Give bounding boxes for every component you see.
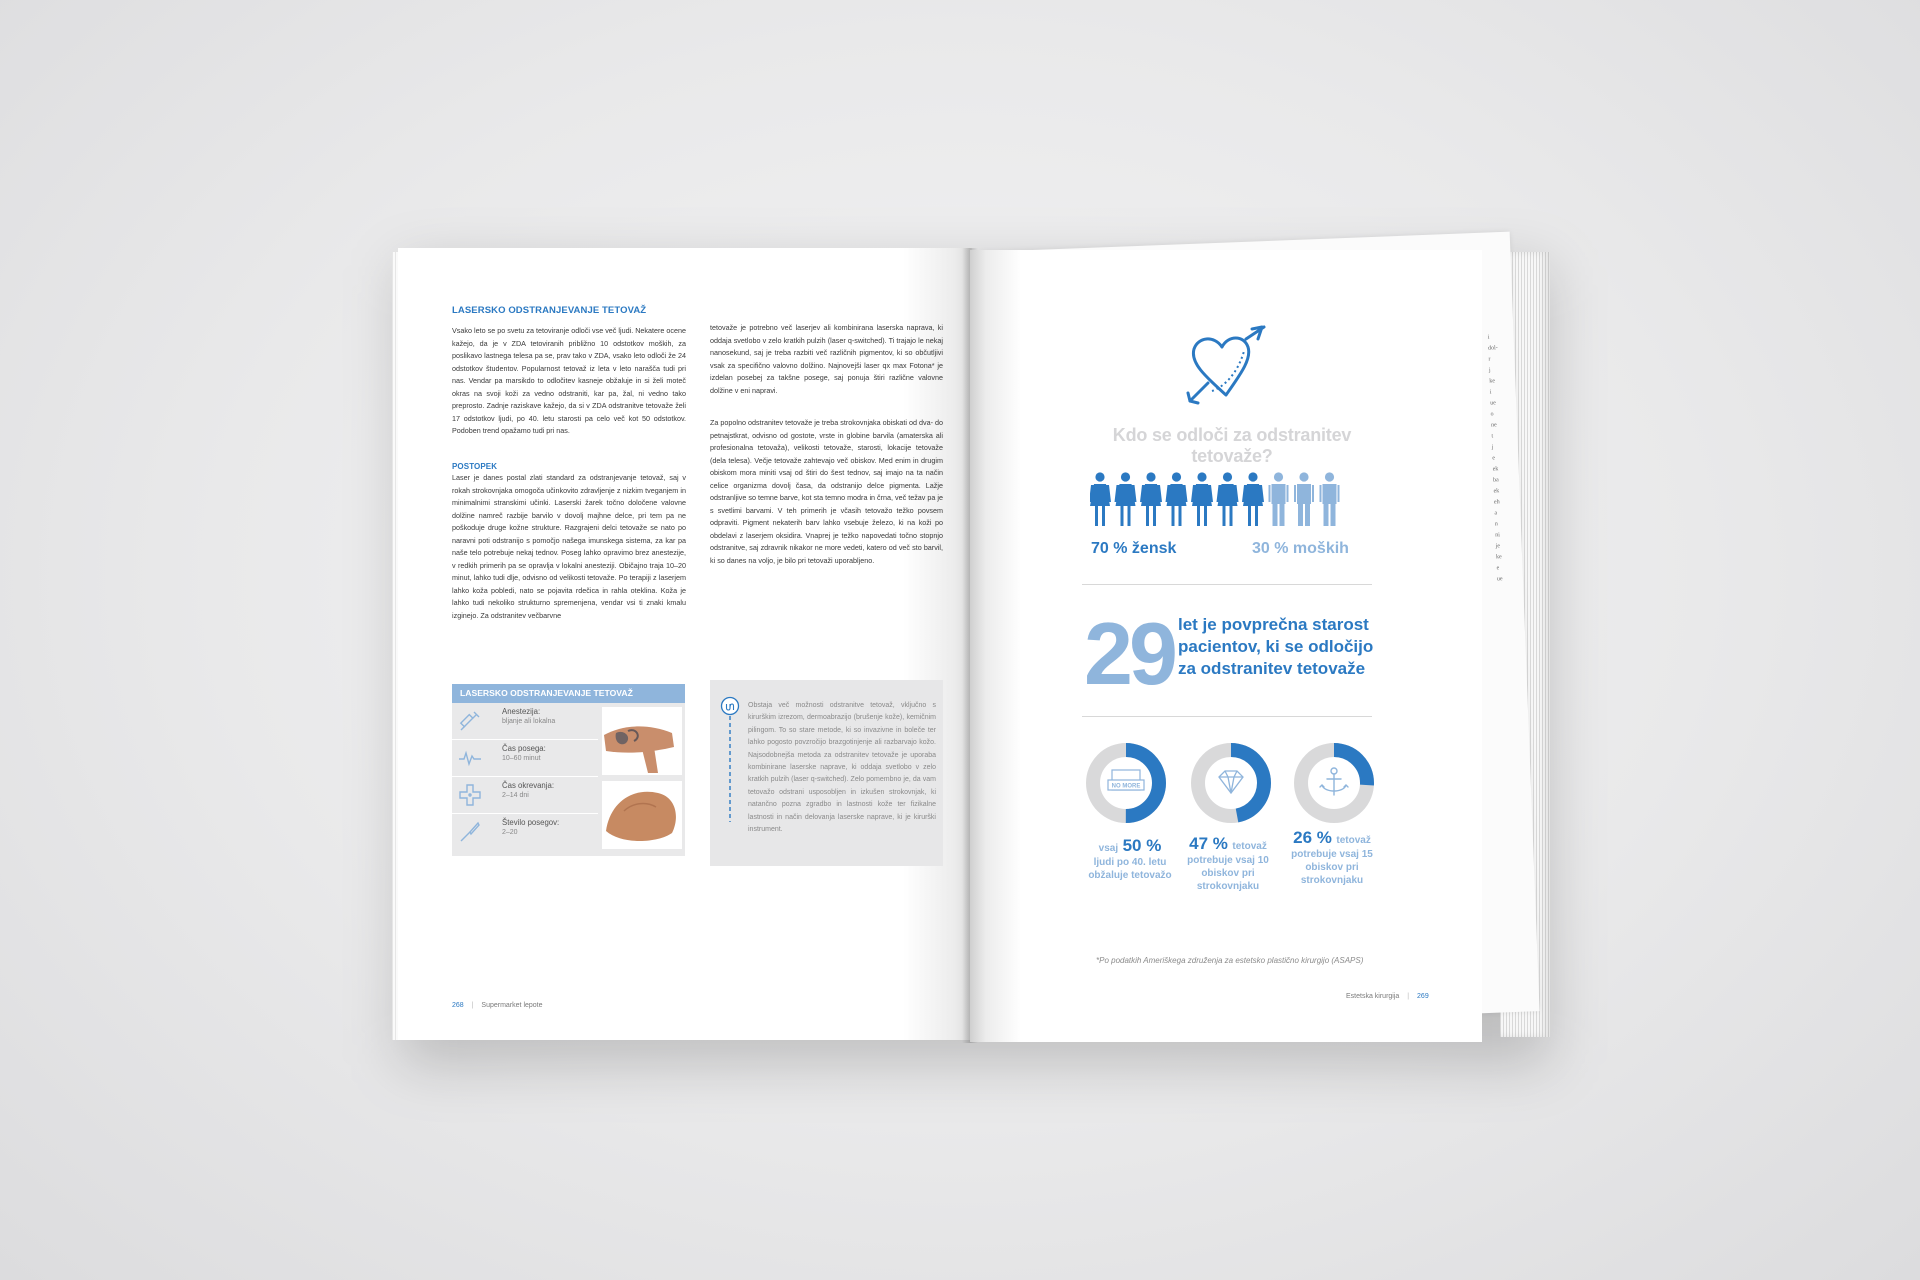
no-more-banner-icon [1108,770,1144,790]
stat-50: vsaj 50 % ljudi po 40. letu obžaluje tetovažo [1088,836,1172,881]
note-box [710,680,943,866]
infographic-question: Kdo se odloči za odstranitev tetovaže? [1112,425,1352,466]
male-figure-icon [1269,472,1289,526]
scalpel-icon [458,820,482,844]
male-figure-icon [1320,472,1340,526]
average-age-number: 29 [1084,604,1174,703]
article-heading: LASERSKO ODSTRANJEVANJE TETOVAŽ [452,305,647,316]
female-figure-icon [1242,472,1264,526]
procedure-paragraph: Laser je danes postal zlati standard za odstranjevanje tetovaž, saj v rokah strokovnjaka omogoča učinkovito zdravljenje z nizkim tveganjem in minimalnimi stranskimi učinki. Laserski žarek točno določene valovne dolžine namreč razbije barvilo v dovolj majhne delce, pri tem pa ne poškoduje druge kožne strukture. Razgrajeni delci tetovaže se nato po naravni poti odstranijo s pomočjo našega imunskega sistema, za kar pa naše telo potrebuje nekaj tednov. Poseg lahko opravimo brez anestezije, v redkih primerih pa se opravlja v lokalni anesteziji. Običajno traja 10–20 minut, lahko tudi dlje, odvisno od velikosti tetovaže. Po terapiji z laserjem lahko koža pobledi, nato se pojavita rdečica in rahla oteklina. Koža je lahko tudi nekoliko strukturno spremenjena, vendar vsi ti znaki kmalu izginejo. Za odstranitev večbarvne [452,473,686,620]
info-row-duration: Čas posega: 10–60 minut [452,740,598,777]
info-row-recovery: Čas okrevanja: 2–14 dni [452,777,598,814]
bandage-icon [458,783,482,807]
divider-1 [1082,584,1372,585]
svg-text:NO MORE: NO MORE [1111,783,1141,790]
heartbeat-icon [458,746,482,770]
info-row-sessions: Število posegov: 2–20 [452,814,598,850]
note-text: Obstaja več možnosti odstranitve tetovaž, vključno s kirurškim izrezom, dermoabrazijo (brušenje kože), kemičnim pilingom. To so stare metode, ki so invazivne in boleče ter lahko pogosto povzročijo brazgotinjenje ali razbarvajo kožo. Najsodobnejša metoda za odstranitev tetovaže je uporaba kombinirane laserske naprave, ki oddaja svetlobo v zelo kratkih pulzih (laser q-switched). Zelo pomembno je, da vam tetovažo odstrani usposobljen in izkušen strokovnjak, ki natančno pozna zgradbo in lastnosti kože ter fizikalne lastnosti in način delovanja laserske naprave, ki je kirurški instrument. [748,702,936,834]
divider-2 [1082,716,1372,717]
female-figure-icon [1115,472,1137,526]
stat-47: 47 % tetovaž potrebuje vsaj 10 obiskov pri strokovnjaku [1187,834,1269,892]
diamond-icon [1219,771,1243,793]
column2-paragraph-1: tetovaže je potrebno več laserjev ali kombinirana laserska naprava, ki oddaja svetlobo v zelo kratkih pulzih (laser q-switched). Ti trajajo le nekaj nanosekund, saj je treba razbiti več različnih pigmentov, ki so občutljivi vsak za specifično valovno dolžino. Najnovejši laser qx max Fotona* je izdelan posebej za takšne posege, saj ponuja štiri različne valovne dolžine v eni napravi. [710,323,943,395]
intro-paragraph: Vsako leto se po svetu za tetoviranje odloči vse več ljudi. Nekatere ocene kažejo, da je v ZDA tetoviranih približno 10 odstotkov moških, za poslikavo lastnega telesa pa se, prav tako v ZDA, vsako leto odloči že 24 odstotkov študentov. Popularnost tetovaž iz leta v leto narašča tudi pri nas. Vendar pa marsikdo to odločitev kasneje obžaluje in si želi moteč okras na svoji koži za vedno odstraniti, kar pa, žal, ni vedno tako preprosto. Zadnje raziskave kažejo, da si v ZDA odstranitve tetovaže želi 17 odstotkov ljudi, po 40. letu starosti pa celo več kot 50 odstotkov. Podoben trend opažamo tudi pri nas. [452,326,686,435]
left-page-number: 268 [452,1002,464,1009]
column2-paragraph-2: Za popolno odstranitev tetovaže je treba strokovnjaka obiskati od dva- do petnajstkrat, odvisno od gostote, vrste in globine barvila (amaterska ali profesionalna tetovaža), velikosti tetovaže, starosti, lokacije tetovaže (dela telesa). Večje tetovaže zahtevajo več obiskov. Med enim in drugim obiskom mora miniti vsaj od štiri do šest tednov, saj imajo na ta način celice organizma dovolj časa, da odstranijo delce pigmenta. Lažje odstranljive so temne barve, kot sta temno modra in črna, več težav pa je s svetlimi barvami. V teh primerih je včasih tetovažo težko povsem odpraviti. Pigment nekaterih barv lahko vsebuje železo, ki na koži po obdelavi z laserjem oksidira. Vnaprej je težko napovedati točno stopnjo odstranitve, saj zdravnik nikakor ne more vedeti, katero od več sto barvil, ki so danes na voljo, je bilo pri tetovaži uporabljeno. [710,418,943,565]
syringe-icon [458,709,482,733]
female-figure-icon [1140,472,1162,526]
average-age-description: let je povprečna starost pacientov, ki se odločijo za odstranitev tetovaže [1178,615,1374,678]
female-figure-icon [1191,472,1213,526]
underlying-right-page: i dol- r j ke i ue o ne t j e ek ba ek eh a n ni je ke e ue [980,232,1540,1032]
info-row-anesthesia: Anestezija: bljanje ali lokalna [452,703,598,740]
note-marker-icon [720,696,740,826]
section-subheading: POSTOPEK [452,462,498,471]
anchor-icon [1320,768,1348,795]
female-figure-icon [1090,472,1111,526]
women-percentage-label: 70 % žensk [1091,540,1177,557]
right-footer: Estetska kirurgija | 269 [1346,993,1429,1000]
left-footer-title: Supermarket lepote [481,1002,543,1009]
source-note: *Po podatkih Ameriškega združenja za estetsko plastično kirurgijo (ASAPS) [1096,956,1364,965]
info-box-title: LASERSKO ODSTRANJEVANJE TETOVAŽ [452,684,685,703]
clean-hand-photo [602,781,682,849]
right-page-number: 269 [1417,993,1429,1000]
donut-charts [1082,740,1382,826]
left-footer: 268 | Supermarket lepote [452,1002,543,1009]
tattoo-hand-photo [602,707,682,775]
heart-arrow-icon [1186,325,1276,415]
stat-26: 26 % tetovaž potrebuje vsaj 15 obiskov pri strokovnjaku [1291,828,1373,886]
male-figure-icon [1294,472,1314,526]
gender-pictogram [1090,472,1340,528]
female-figure-icon [1217,472,1239,526]
right-footer-title: Estetska kirurgija [1346,993,1400,1000]
female-figure-icon [1166,472,1188,526]
procedure-info-box [452,684,685,856]
men-percentage-label: 30 % moških [1252,540,1349,557]
